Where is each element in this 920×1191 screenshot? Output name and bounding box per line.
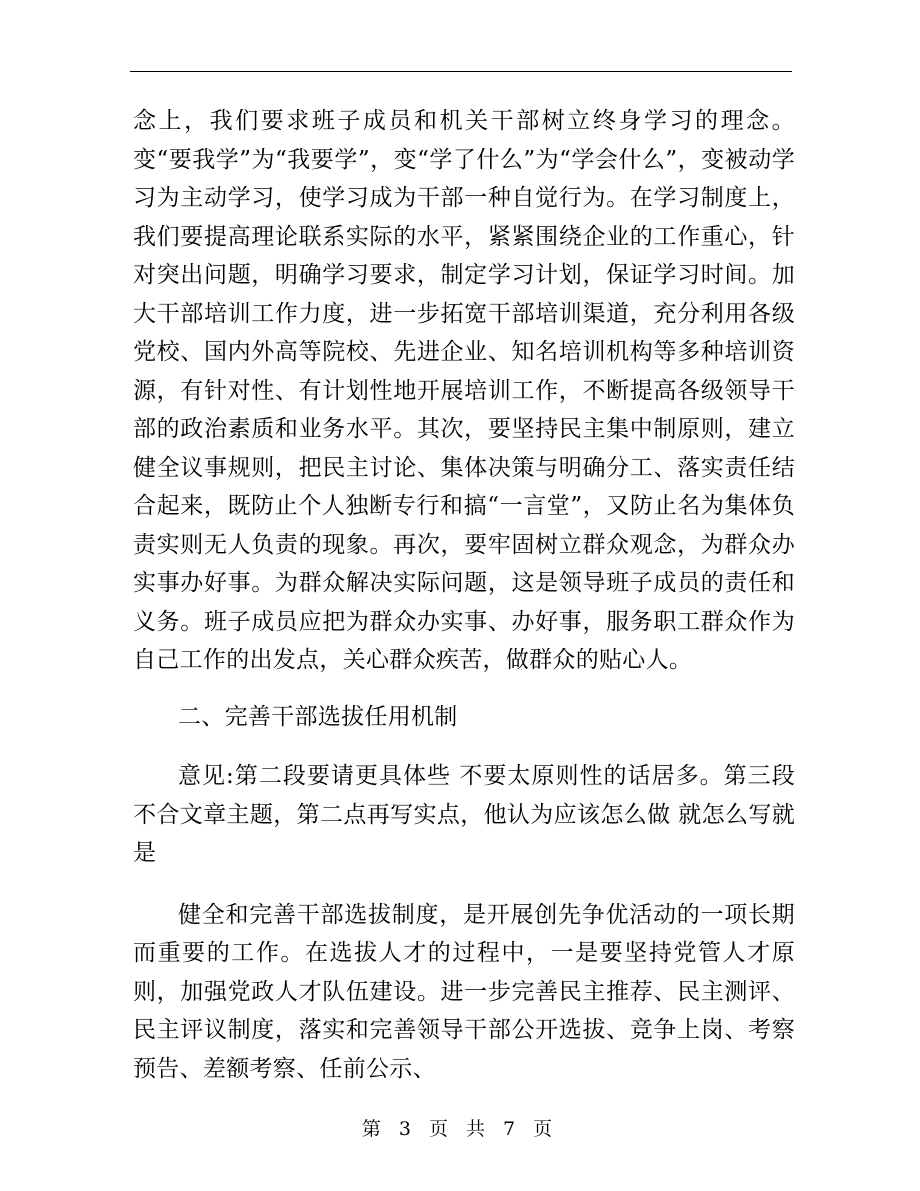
opinion-note: 意见:第二段要请更具体些 不要太原则性的话居多。第三段不合文章主题，第二点再写实点，他认为应该怎么做 就怎么写就是 — [133, 763, 795, 866]
body-paragraph-continued: 念上，我们要求班子成员和机关干部树立终身学习的理念。变“要我学”为“我要学”，变“学了什么”为“学会什么”，变被动学习为主动学习，使学习成为干部一种自觉行为。在学习制度上，我们要提高理论联系实际的水平，紧紧围绕企业的工作重心，针对突出问题，明确学习要求，制定学习计划，保证学习时间。加大干部培训工作力度，进一步拓宽干部培训渠道，充分利用各级党校、国内外高等院校、先进企业、知名培训机构等多种培训资源，有针对性、有计划性地开展培训工作，不断提高各级领导干部的政治素质和业务水平。其次，要坚持民主集中制原则，建立健全议事规则，把民主讨论、集体决策与明确分工、落实责任结合起来，既防止个人独断专行和搞“一言堂”，又防止名为集体负责实则无人负责的现象。再次，要牢固树立群众观念，为群众办实事办好事。为群众解决实际问题，这是领导班子成员的责任和义务。班子成员应把为群众办实事、办好事，服务职工群众作为自己工作的出发点，关心群众疾苦，做群众的贴心人。 — [133, 108, 795, 673]
section-heading: 二、完善干部选拔任用机制 — [178, 703, 458, 730]
body-paragraph: 健全和完善干部选拔制度，是开展创先争优活动的一项长期而重要的工作。在选拔人才的过程中，一是要坚持党管人才原则，加强党政人才队伍建设。进一步完善民主推荐、民主测评、民主评议制度，落实和完善领导干部公开选拔、竞争上岗、考察预告、差额考察、任前公示、 — [133, 901, 795, 1082]
header-rule — [130, 71, 792, 72]
document-body — [133, 102, 795, 1088]
page-number: 第 3 页 共 7 页 — [361, 1118, 559, 1140]
